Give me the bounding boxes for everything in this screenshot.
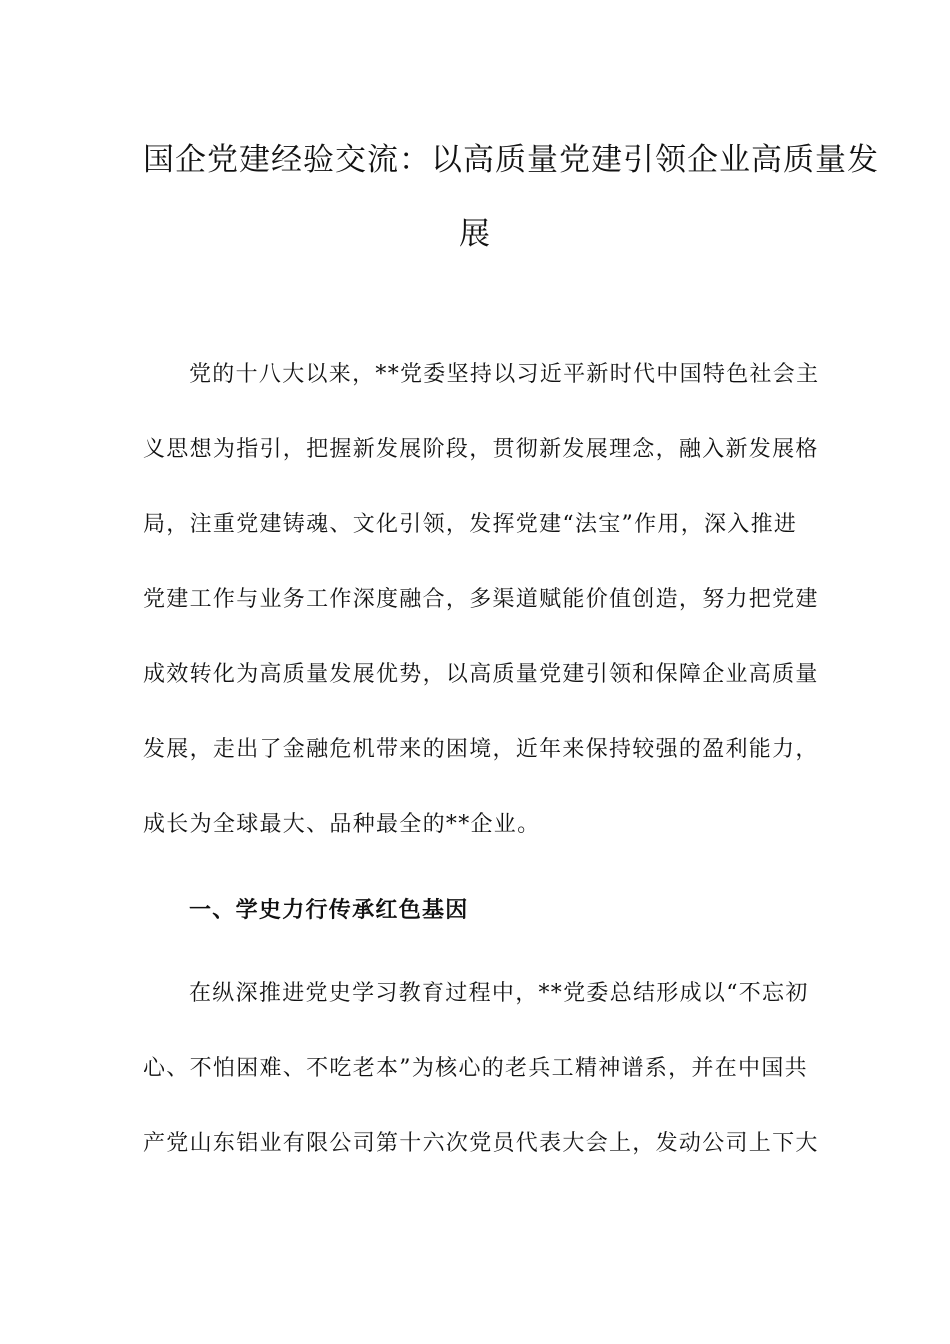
paragraph-line: 成长为全球最大、品种最全的**企业。: [143, 812, 541, 837]
paragraph-line: 心、不怕困难、不吃老本”为核心的老兵工精神谱系，并在中国共: [143, 1056, 808, 1081]
paragraph-line: 义思想为指引，把握新发展阶段，贯彻新发展理念，融入新发展格: [143, 437, 819, 462]
paragraph-line: 成效转化为高质量发展优势，以高质量党建引领和保障企业高质量: [143, 662, 819, 687]
title-line: 展: [459, 216, 491, 252]
paragraph-section-1: [143, 956, 819, 1181]
paragraph-line: 局，注重党建铸魂、文化引领，发挥党建“法宝”作用，深入推进: [143, 512, 798, 537]
paragraph-intro: [143, 337, 820, 862]
document-title: [143, 123, 879, 271]
paragraph-line: 党的十八大以来，**党委坚持以习近平新时代中国特色社会主: [189, 362, 820, 387]
section-heading: 一、学史力行传承红色基因: [189, 898, 469, 923]
paragraph-line: 党建工作与业务工作深度融合，多渠道赋能价值创造，努力把党建: [143, 587, 819, 612]
paragraph-line: 产党山东铝业有限公司第十六次党员代表大会上，发动公司上下大: [143, 1131, 819, 1156]
title-line: 国企党建经验交流：以高质量党建引领企业高质量发: [143, 142, 879, 178]
paragraph-line: 在纵深推进党史学习教育过程中，**党委总结形成以“不忘初: [189, 981, 809, 1006]
paragraph-line: 发展，走出了金融危机带来的困境，近年来保持较强的盈利能力，: [143, 737, 819, 762]
